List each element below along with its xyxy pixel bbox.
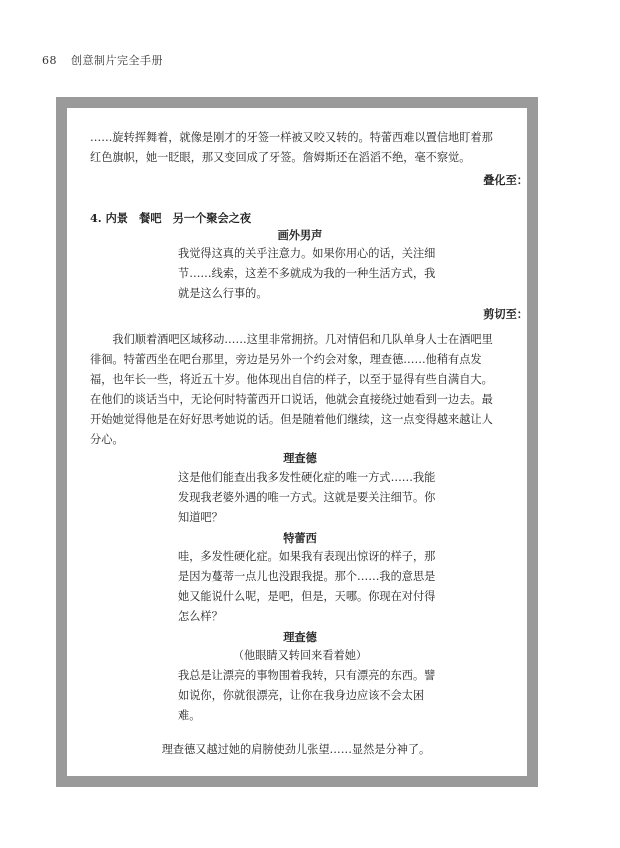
dialogue-richard-1: 这是他们能查出我多发性硬化症的唯一方式……我能发现我老婆外遇的唯一方式。这就是要关注细节。你知道吧？ — [178, 471, 436, 524]
action-paragraph-1: ……旋转挥舞着，就像是刚才的牙签一样被又咬又转的。特蕾西难以置信地盯着那红色旗帜，她一眨眼，那又变回成了牙签。詹姆斯还在滔滔不绝，毫不察觉。 — [90, 131, 493, 164]
action-paragraph-2: 我们顺着酒吧区域移动……这里非常拥挤。几对情侣和几队单身人士在酒吧里徘徊。特蕾西坐在吧台那里，旁边是另外一个约会对象，理查德……他稍有点发福，也年长一些，将近五十岁。他体现出自信的样子，以至于显得有些自满自大。在他们的谈话当中，无论何时特蕾西开口说话，他就会直接绕过她看到一边去。最开始她觉得他是在好好思考她说的话。但是随着他们继续，这一点变得越来越让人分心。 — [90, 333, 493, 446]
dialogue-tracy: 哇，多发性硬化症。如果我有表现出惊讶的样子，那是因为蔓蒂一点儿也没跟我提。那个……我的意思是她又能说什么呢，是吧，但是，天哪。你现在对付得怎么样？ — [178, 550, 436, 623]
transition-cut: 剪切至： — [483, 307, 528, 321]
character-tracy: 特蕾西 — [283, 531, 317, 545]
page-number: 68 — [42, 54, 57, 67]
character-richard-1: 理查德 — [283, 451, 317, 465]
dialogue-voiceover: 我觉得这真的关乎注意力。如果你用心的话，关注细节……线索，这差不多就成为我的一种生活方式，我就是这么行事的。 — [178, 247, 436, 300]
transition-dissolve: 叠化至： — [483, 173, 528, 187]
action-paragraph-3: 理查德又越过她的肩膀使劲儿张望……显然是分神了。 — [161, 743, 431, 756]
running-header — [42, 52, 163, 68]
book-title: 创意制片完全手册 — [71, 54, 163, 67]
parenthetical-richard: （他眼睛又转回来看着她） — [232, 649, 368, 662]
dialogue-richard-2: 我总是让漂亮的事物围着我转，只有漂亮的东西。譬如说你，你就很漂亮，让你在我身边应该不会太困难。 — [178, 669, 436, 722]
scene-heading: 4. 内景 餐吧 另一个聚会之夜 — [90, 211, 252, 225]
character-voiceover: 画外男声 — [277, 228, 323, 242]
character-richard-2: 理查德 — [283, 630, 317, 644]
